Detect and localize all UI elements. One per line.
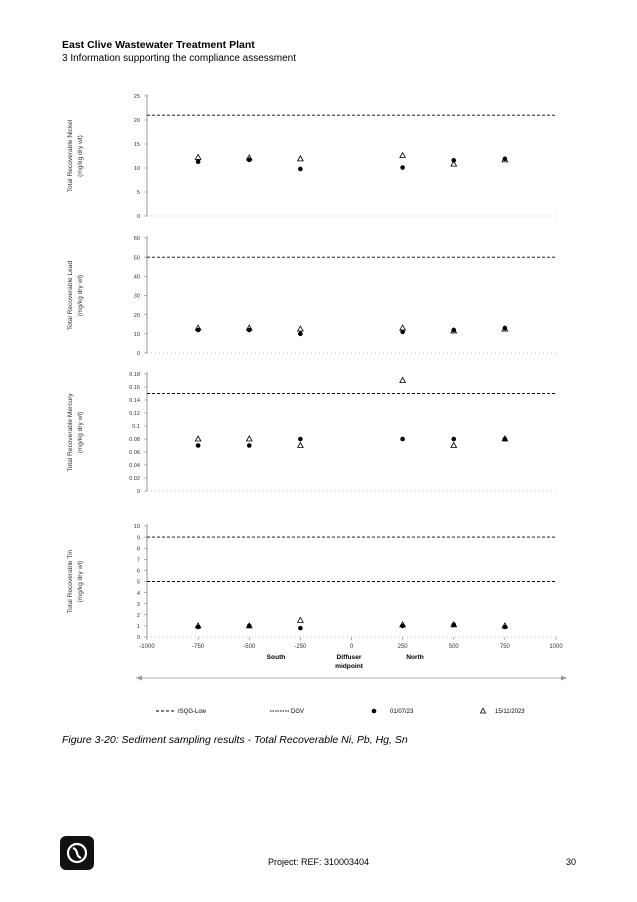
- y-axis-unit: (mg/kg dry wt): [77, 560, 84, 603]
- data-point-01-07-23: [196, 159, 201, 164]
- y-axis-unit: (mg/kg dry wt): [77, 274, 84, 317]
- data-point-15-11-2023: [451, 443, 457, 448]
- data-point-01-07-23: [298, 167, 303, 172]
- y-tick-label: 9: [136, 535, 140, 542]
- footer-project-ref: Project: REF: 310003404: [268, 857, 370, 867]
- y-tick-label: 50: [133, 255, 140, 262]
- y-tick-label: 0.14: [129, 398, 140, 405]
- y-tick-label: 0.1: [132, 424, 140, 431]
- logo-mark-icon: [60, 836, 94, 870]
- y-tick-label: 25: [133, 94, 140, 101]
- data-point-01-07-23: [503, 157, 508, 162]
- y-tick-label: 60: [133, 236, 140, 243]
- company-logo: [60, 836, 94, 870]
- data-point-01-07-23: [247, 443, 252, 448]
- data-point-01-07-23: [503, 625, 508, 630]
- data-point-01-07-23: [247, 624, 252, 629]
- y-tick-label: 0.06: [129, 450, 140, 457]
- data-point-01-07-23: [451, 328, 456, 333]
- data-point-01-07-23: [503, 326, 508, 331]
- y-tick-label: 4: [136, 590, 140, 597]
- legend-s1-label: 01/07/23: [390, 709, 414, 715]
- y-tick-label: 7: [136, 557, 140, 564]
- arrow-left-icon: [136, 676, 142, 681]
- data-point-15-11-2023: [298, 326, 304, 331]
- y-tick-label: 10: [133, 332, 140, 339]
- data-point-01-07-23: [196, 443, 201, 448]
- y-tick-label: 5: [136, 190, 140, 197]
- y-tick-label: 0: [136, 635, 140, 642]
- data-point-01-07-23: [196, 328, 201, 333]
- arrow-right-icon: [561, 676, 567, 681]
- y-tick-label: 1: [136, 624, 140, 631]
- y-axis-unit: (mg/kg dry wt): [77, 411, 84, 454]
- y-tick-label: 30: [133, 293, 140, 300]
- legend-dgv-label: DGV: [291, 709, 305, 715]
- data-point-01-07-23: [451, 622, 456, 627]
- y-tick-label: 10: [133, 166, 140, 173]
- data-point-01-07-23: [400, 165, 405, 170]
- data-point-01-07-23: [400, 437, 405, 442]
- y-tick-label: 20: [133, 312, 140, 319]
- x-tick-label: -1000: [139, 644, 155, 650]
- y-tick-label: 0: [136, 214, 140, 221]
- data-point-15-11-2023: [400, 153, 406, 158]
- data-point-01-07-23: [451, 158, 456, 163]
- data-point-01-07-23: [298, 437, 303, 442]
- y-tick-label: 20: [133, 118, 140, 125]
- x-tick-label: -500: [243, 644, 256, 650]
- y-tick-label: 0.12: [129, 411, 140, 418]
- data-point-15-11-2023: [298, 443, 304, 448]
- data-point-01-07-23: [503, 437, 508, 442]
- diffuser-label-2: midpoint: [335, 663, 363, 670]
- y-tick-label: 2: [136, 613, 140, 619]
- diffuser-label: Diffuser: [336, 654, 362, 661]
- figure-caption: Figure 3-20: Sediment sampling results - Total Recoverable Ni, Pb, Hg, Sn: [62, 734, 408, 746]
- legend-isqg-label: ISQG-Low: [178, 709, 207, 715]
- data-point-01-07-23: [451, 437, 456, 442]
- y-tick-label: 10: [133, 524, 140, 531]
- data-point-15-11-2023: [246, 436, 252, 441]
- y-tick-label: 5: [136, 579, 140, 586]
- y-tick-label: 3: [136, 601, 140, 608]
- data-point-15-11-2023: [400, 325, 406, 330]
- x-tick-label: 500: [448, 644, 459, 650]
- x-tick-label: -750: [192, 644, 205, 650]
- y-tick-label: 0.04: [129, 463, 140, 470]
- y-tick-label: 0: [136, 351, 140, 358]
- y-axis-unit: (mg/kg dry wt): [77, 135, 84, 177]
- x-tick-label: 1000: [549, 644, 563, 650]
- y-tick-label: 0.08: [129, 437, 140, 444]
- y-tick-label: 0.02: [129, 476, 140, 483]
- data-point-01-07-23: [298, 626, 303, 631]
- data-point-01-07-23: [400, 330, 405, 335]
- y-axis-label: Total Recoverable Tin: [67, 549, 74, 614]
- y-tick-label: 40: [133, 274, 140, 281]
- y-tick-label: 0.16: [129, 385, 140, 392]
- y-tick-label: 0: [136, 489, 140, 496]
- y-tick-label: 6: [136, 568, 140, 575]
- section-subtitle: 3 Information supporting the compliance assessment: [62, 53, 297, 64]
- data-point-01-07-23: [400, 624, 405, 629]
- y-axis-label: Total Recoverable Nickel: [67, 119, 74, 193]
- data-point-15-11-2023: [195, 154, 201, 159]
- y-axis-label: Total Recoverable Lead: [67, 260, 74, 331]
- x-tick-label: 0: [349, 644, 354, 650]
- south-label: South: [266, 654, 286, 661]
- document-title: East Clive Wastewater Treatment Plant: [62, 39, 255, 51]
- data-point-01-07-23: [298, 332, 303, 337]
- legend-s2-marker: [481, 708, 486, 713]
- legend-s1-marker: [372, 709, 377, 714]
- data-point-15-11-2023: [195, 436, 201, 441]
- north-label: North: [406, 654, 424, 661]
- y-axis-label: Total Recoverable Mercury: [67, 393, 74, 472]
- y-tick-label: 8: [136, 546, 140, 553]
- x-tick-label: 750: [499, 644, 510, 650]
- data-point-01-07-23: [196, 625, 201, 630]
- legend-s2-label: 15/11/2023: [495, 709, 525, 715]
- data-point-15-11-2023: [400, 378, 406, 383]
- data-point-15-11-2023: [298, 617, 304, 622]
- y-tick-label: 0.18: [129, 372, 140, 379]
- x-tick-label: 250: [397, 644, 408, 650]
- data-point-15-11-2023: [298, 156, 304, 161]
- data-point-01-07-23: [247, 158, 252, 163]
- x-tick-label: -250: [294, 644, 307, 650]
- data-point-01-07-23: [247, 328, 252, 333]
- y-tick-label: 15: [133, 142, 140, 149]
- footer-page-number: 30: [566, 857, 577, 867]
